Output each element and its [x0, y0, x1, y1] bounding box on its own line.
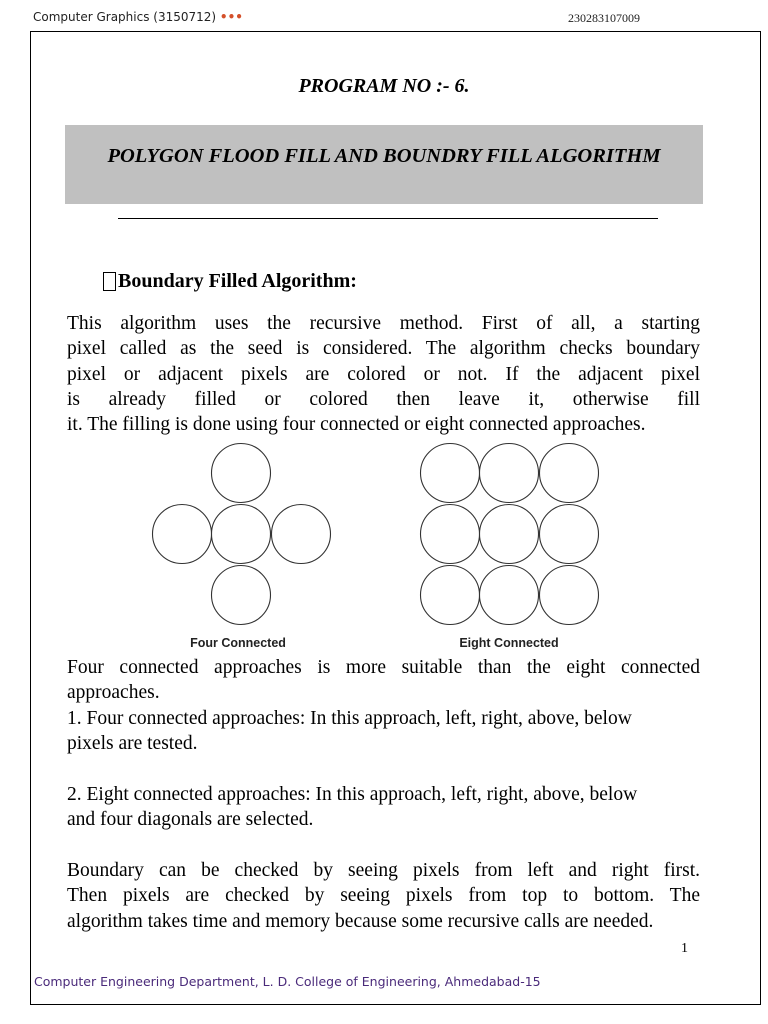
- eight-connected-caption: Eight Connected: [459, 636, 559, 650]
- suitability-paragraph: [67, 655, 700, 756]
- intro-line: pixel called as the seed is considered. The algorithm checks boundary: [67, 338, 700, 360]
- item2-line: and four diagonals are selected.: [67, 809, 314, 831]
- closing-line: Boundary can be checked by seeing pixels from left and right first.: [67, 860, 700, 881]
- missing-glyph-icon: [103, 272, 116, 291]
- closing-line: Then pixels are checked by seeing pixels from top to bottom. The: [67, 885, 700, 907]
- four-pixel-top: [212, 444, 271, 503]
- intro-line: is already filled or colored then leave it, otherwise fill: [67, 388, 700, 410]
- closing-line: algorithm takes time and memory because some recursive calls are needed.: [67, 910, 654, 932]
- eight-pixel: [421, 444, 480, 503]
- title-box: [65, 125, 703, 204]
- eight-pixel: [421, 566, 480, 625]
- item1-line: 1. Four connected approaches: In this approach, left, right, above, below: [67, 707, 632, 729]
- item2-line: 2. Eight connected approaches: In this approach, left, right, above, below: [67, 784, 638, 805]
- four-pixel-bottom: [212, 566, 271, 625]
- connectivity-figure: [140, 438, 620, 653]
- more-dots-icon[interactable]: •••: [219, 10, 243, 24]
- eight-pixel: [540, 505, 599, 564]
- section-heading: [103, 270, 357, 293]
- item1-line: pixels are tested.: [67, 732, 198, 754]
- suitability-line: Four connected approaches is more suitable than the eight connected: [67, 657, 700, 678]
- section-heading-text: Boundary Filled Algorithm:: [118, 270, 357, 292]
- intro-line: This algorithm uses the recursive method. First of all, a starting: [67, 313, 700, 334]
- page-title: POLYGON FLOOD FILL AND BOUNDRY FILL ALGORITHM: [107, 145, 661, 167]
- four-pixel-center: [212, 505, 271, 564]
- eight-pixel-center: [480, 505, 539, 564]
- eight-pixel: [480, 444, 539, 503]
- eight-pixel: [540, 444, 599, 503]
- eight-pixel: [540, 566, 599, 625]
- item2-paragraph: [67, 782, 700, 833]
- eight-connected-diagram: [421, 444, 599, 625]
- program-number: PROGRAM NO :- 6.: [298, 75, 470, 97]
- closing-paragraph: [67, 858, 700, 934]
- footer-department: Computer Engineering Department, L. D. College of Engineering, Ahmedabad-15: [34, 974, 541, 989]
- eight-pixel: [480, 566, 539, 625]
- header-course: [33, 10, 243, 24]
- eight-pixel: [421, 505, 480, 564]
- four-pixel-right: [272, 505, 331, 564]
- intro-line: pixel or adjacent pixels are colored or not. If the adjacent pixel: [67, 363, 700, 385]
- suitability-line: approaches.: [67, 682, 160, 704]
- header-course-text: Computer Graphics (3150712): [33, 10, 217, 24]
- four-connected-diagram: [153, 444, 331, 625]
- four-pixel-left: [153, 505, 212, 564]
- header-enrollment: 230283107009: [568, 11, 640, 25]
- divider: [118, 218, 658, 219]
- intro-paragraph: [67, 311, 700, 437]
- page-number: 1: [681, 941, 688, 956]
- four-connected-caption: Four Connected: [190, 636, 286, 650]
- intro-line: it. The filling is done using four connected or eight connected approaches.: [67, 414, 646, 436]
